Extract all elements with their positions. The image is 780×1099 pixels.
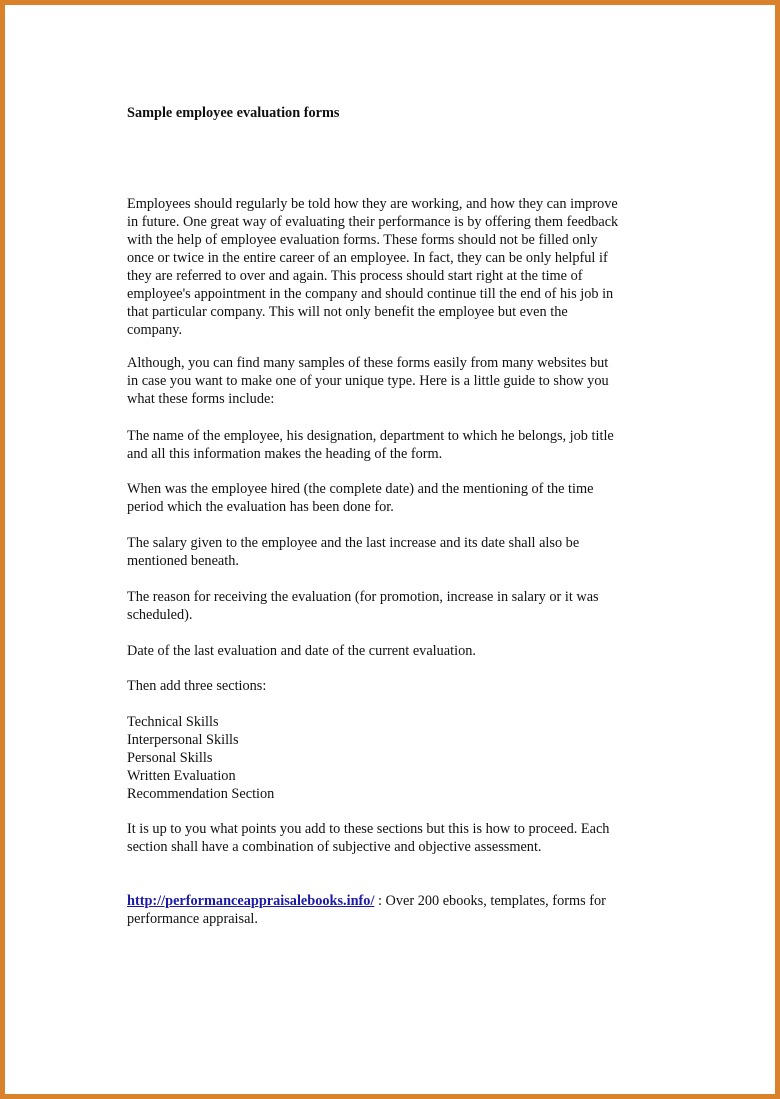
sections-intro-paragraph: [127, 677, 266, 695]
intro-line: Employees should regularly be told how they are working, and how they can improve: [127, 196, 618, 212]
list-item: Technical Skills: [127, 714, 219, 730]
list-item: Interpersonal Skills: [127, 732, 239, 748]
heading-info-line: and all this information makes the heading of the form.: [127, 446, 443, 462]
dates-paragraph: [127, 642, 476, 660]
intro-line: in future. One great way of evaluating their performance is by offering them feedback: [127, 214, 619, 230]
hire-line: period which the evaluation has been done for.: [127, 499, 394, 515]
reason-line: The reason for receiving the evaluation (for promotion, increase in salary or it was: [127, 589, 599, 605]
intro-line: once or twice in the entire career of an employee. In fact, they can be only helpful if: [127, 250, 608, 266]
sections-intro-line: Then add three sections:: [127, 678, 267, 694]
reason-line: scheduled).: [127, 607, 193, 623]
footer-line-1: [127, 892, 606, 910]
footer-link-suffix: : Over 200 ebooks, templates, forms for: [374, 893, 606, 909]
footer-paragraph: [127, 892, 606, 928]
intro-line: employee's appointment in the company and should continue till the end of his job in: [127, 286, 614, 302]
intro-line: with the help of employee evaluation forms. These forms should not be filled only: [127, 232, 598, 248]
guide-line: what these forms include:: [127, 391, 275, 407]
ebooks-link[interactable]: http://performanceappraisalebooks.info/: [127, 893, 375, 909]
list-item: Recommendation Section: [127, 786, 275, 802]
document-title: Sample employee evaluation forms: [127, 105, 340, 121]
intro-paragraph: [127, 195, 618, 339]
guide-paragraph: [127, 354, 609, 408]
salary-line: The salary given to the employee and the last increase and its date shall also be: [127, 535, 580, 551]
reason-paragraph: [127, 588, 599, 624]
dates-line: Date of the last evaluation and date of the current evaluation.: [127, 643, 476, 659]
salary-line: mentioned beneath.: [127, 553, 239, 569]
closing-line: section shall have a combination of subjective and objective assessment.: [127, 839, 542, 855]
list-item: Personal Skills: [127, 750, 213, 766]
intro-line: company.: [127, 322, 183, 338]
heading-info-paragraph: [127, 427, 614, 463]
guide-line: in case you want to make one of your unique type. Here is a little guide to show you: [127, 373, 609, 389]
hire-paragraph: [127, 480, 593, 516]
sections-list: [127, 713, 274, 803]
closing-paragraph: [127, 820, 609, 856]
closing-line: It is up to you what points you add to these sections but this is how to proceed. Each: [127, 821, 610, 837]
list-item: Written Evaluation: [127, 768, 236, 784]
intro-line: they are referred to over and again. This process should start right at the time of: [127, 268, 583, 284]
salary-paragraph: [127, 534, 579, 570]
intro-line: that particular company. This will not only benefit the employee but even the: [127, 304, 568, 320]
hire-line: When was the employee hired (the complete date) and the mentioning of the time: [127, 481, 594, 497]
guide-line: Although, you can find many samples of these forms easily from many websites but: [127, 355, 609, 371]
heading-info-line: The name of the employee, his designation, department to which he belongs, job title: [127, 428, 614, 444]
footer-line-2: performance appraisal.: [127, 911, 258, 927]
